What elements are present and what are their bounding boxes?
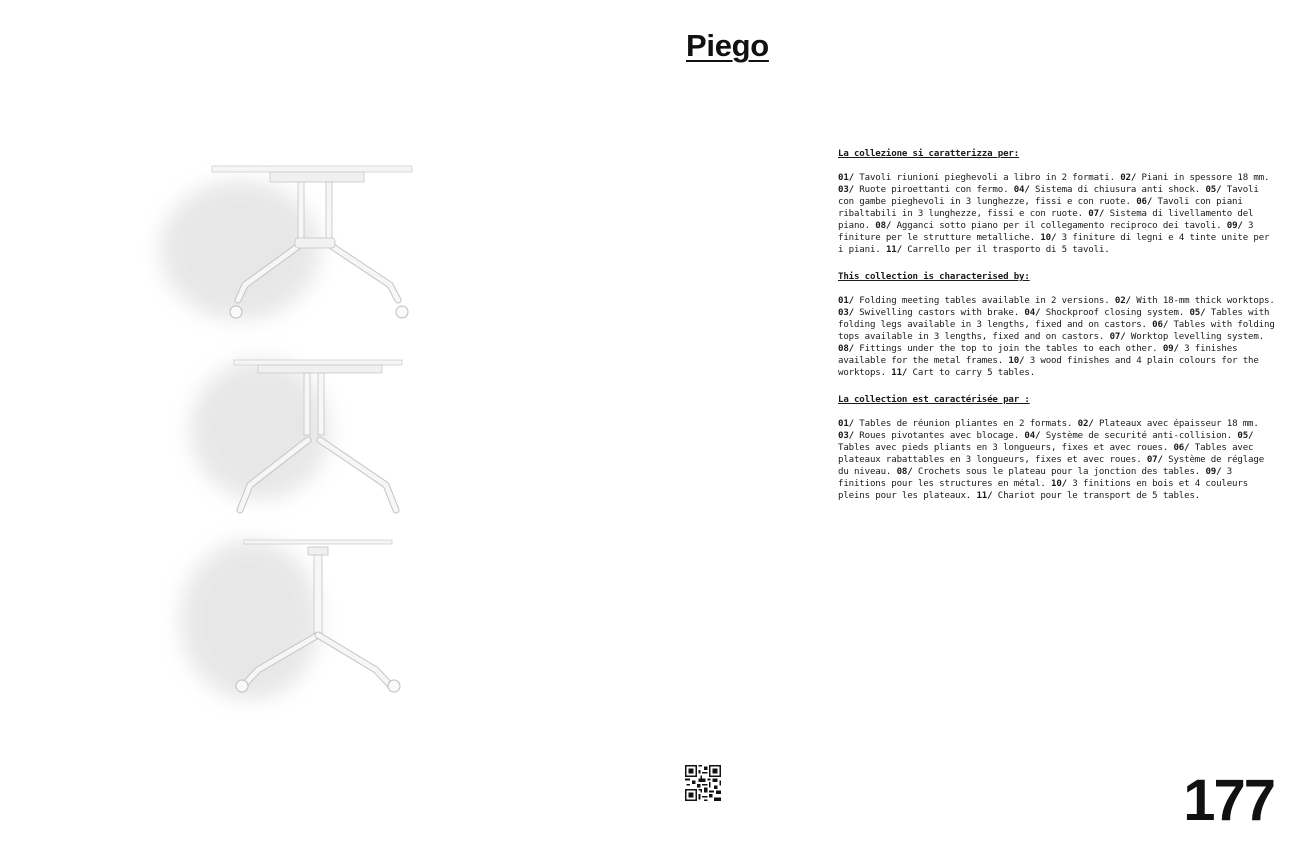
feature-number: 11/ <box>885 245 902 255</box>
feature-text: Swivelling castors with brake. <box>853 308 1025 318</box>
feature-number: 03/ <box>838 308 854 318</box>
feature-text: Agganci sotto piano per il collegamento reciproco dei tavoli. <box>891 221 1227 231</box>
feature-number: 07/ <box>1109 332 1126 342</box>
feature-number: 05/ <box>1189 308 1206 318</box>
feature-number: 02/ <box>1120 173 1137 183</box>
feature-number: 10/ <box>1040 233 1057 243</box>
feature-text: Système de securité anti-collision. <box>1040 431 1238 441</box>
feature-text: 3 wood finishes and 4 plain colours for the worktops. <box>838 356 1259 378</box>
table-frame-2 <box>190 360 402 510</box>
description-column <box>838 148 1278 517</box>
feature-text: With 18-mm thick worktops. <box>1130 296 1275 306</box>
feature-number: 07/ <box>1146 455 1163 465</box>
feature-text: Tavoli riunioni pieghevoli a libro in 2 formati. <box>853 173 1121 183</box>
feature-number: 10/ <box>1051 479 1067 489</box>
section-english <box>838 271 1278 379</box>
feature-number: 09/ <box>1226 221 1243 231</box>
feature-text: Carrello per il trasporto di 5 tavoli. <box>901 245 1110 255</box>
feature-text: Tables de réunion pliantes en 2 formats. <box>853 419 1078 429</box>
feature-number: 06/ <box>1173 443 1190 453</box>
section-french <box>838 394 1278 502</box>
feature-text: Tables avec pieds pliants en 3 longueurs, fixes et avec roues. <box>838 443 1174 453</box>
qr-code-icon[interactable] <box>685 765 721 801</box>
feature-number: 03/ <box>838 431 854 441</box>
feature-text: Tables with folding legs available in 3 lengths, fixed and on castors. <box>838 308 1270 330</box>
feature-text: Cart to carry 5 tables. <box>907 368 1036 378</box>
feature-text: Roues pivotantes avec blocage. <box>853 431 1025 441</box>
feature-text: Worktop levelling system. <box>1125 332 1265 342</box>
section-heading: La collection est caractérisée par : <box>838 395 1030 405</box>
feature-text: Crochets sous le plateau pour la jonction des tables. <box>912 467 1206 477</box>
feature-text: Tables with folding tops available in 3 lengths, fixed and on castors. <box>838 320 1275 342</box>
feature-text: Plateaux avec épaisseur 18 mm. <box>1093 419 1259 429</box>
page-title: Piego <box>686 28 769 63</box>
feature-text: Fittings under the top to join the tables to each other. <box>853 344 1163 354</box>
feature-number: 08/ <box>838 344 854 354</box>
feature-number: 09/ <box>1205 467 1222 477</box>
feature-text: Sistema di chiusura anti shock. <box>1029 185 1206 195</box>
feature-text: Shockproof closing system. <box>1040 308 1190 318</box>
feature-text: Sistema di livellamento del piano. <box>838 209 1254 231</box>
feature-number: 04/ <box>1024 431 1041 441</box>
feature-text: 3 finiture per le strutture metalliche. <box>838 221 1254 243</box>
feature-number: 08/ <box>896 467 913 477</box>
feature-text: Système de réglage du niveau. <box>838 455 1265 477</box>
section-heading: This collection is characterised by: <box>838 272 1030 282</box>
feature-text: 3 finitions en bois et 4 couleurs pleins pour les plateaux. <box>838 479 1249 501</box>
feature-text: Tables avec plateaux rabattables en 3 longueurs, fixes et avec roues. <box>838 443 1254 465</box>
feature-text: Ruote piroettanti con fermo. <box>853 185 1014 195</box>
feature-number: 01/ <box>838 296 854 306</box>
feature-number: 02/ <box>1114 296 1131 306</box>
feature-text: 3 finitions pour les structures en métal. <box>838 467 1233 489</box>
section-heading: La collezione si caratterizza per: <box>838 149 1020 159</box>
feature-list <box>838 295 1278 379</box>
feature-number: 06/ <box>1136 197 1153 207</box>
feature-text: Chariot pour le transport de 5 tables. <box>992 491 1201 501</box>
feature-number: 08/ <box>875 221 892 231</box>
feature-number: 05/ <box>1205 185 1222 195</box>
feature-text: 3 finishes available for the metal frames. <box>838 344 1238 366</box>
feature-list <box>838 418 1278 502</box>
feature-number: 01/ <box>838 419 854 429</box>
feature-number: 02/ <box>1077 419 1094 429</box>
feature-text: Folding meeting tables available in 2 versions. <box>853 296 1115 306</box>
table-frames-illustration <box>140 150 440 730</box>
feature-number: 11/ <box>891 368 908 378</box>
feature-number: 04/ <box>1024 308 1041 318</box>
table-frame-3 <box>180 540 400 700</box>
feature-number: 09/ <box>1162 344 1179 354</box>
feature-number: 07/ <box>1088 209 1105 219</box>
feature-number: 06/ <box>1152 320 1169 330</box>
feature-number: 05/ <box>1237 431 1254 441</box>
table-frame-1 <box>160 166 412 320</box>
feature-text: Tavoli con gambe pieghevoli in 3 lunghezze, fissi e con ruote. <box>838 185 1259 207</box>
feature-number: 03/ <box>838 185 854 195</box>
feature-text: 3 finiture di legni e 4 tinte unite per i piani. <box>838 233 1270 255</box>
feature-text: Piani in spessore 18 mm. <box>1136 173 1270 183</box>
product-photos <box>140 150 440 730</box>
feature-text: Tavoli con piani ribaltabili in 3 lunghezze, fissi e con ruote. <box>838 197 1243 219</box>
feature-number: 01/ <box>838 173 854 183</box>
feature-number: 11/ <box>976 491 993 501</box>
section-italian <box>838 148 1278 256</box>
feature-list <box>838 172 1278 256</box>
page-number: 177 <box>1183 768 1274 833</box>
feature-number: 04/ <box>1013 185 1030 195</box>
feature-number: 10/ <box>1008 356 1025 366</box>
